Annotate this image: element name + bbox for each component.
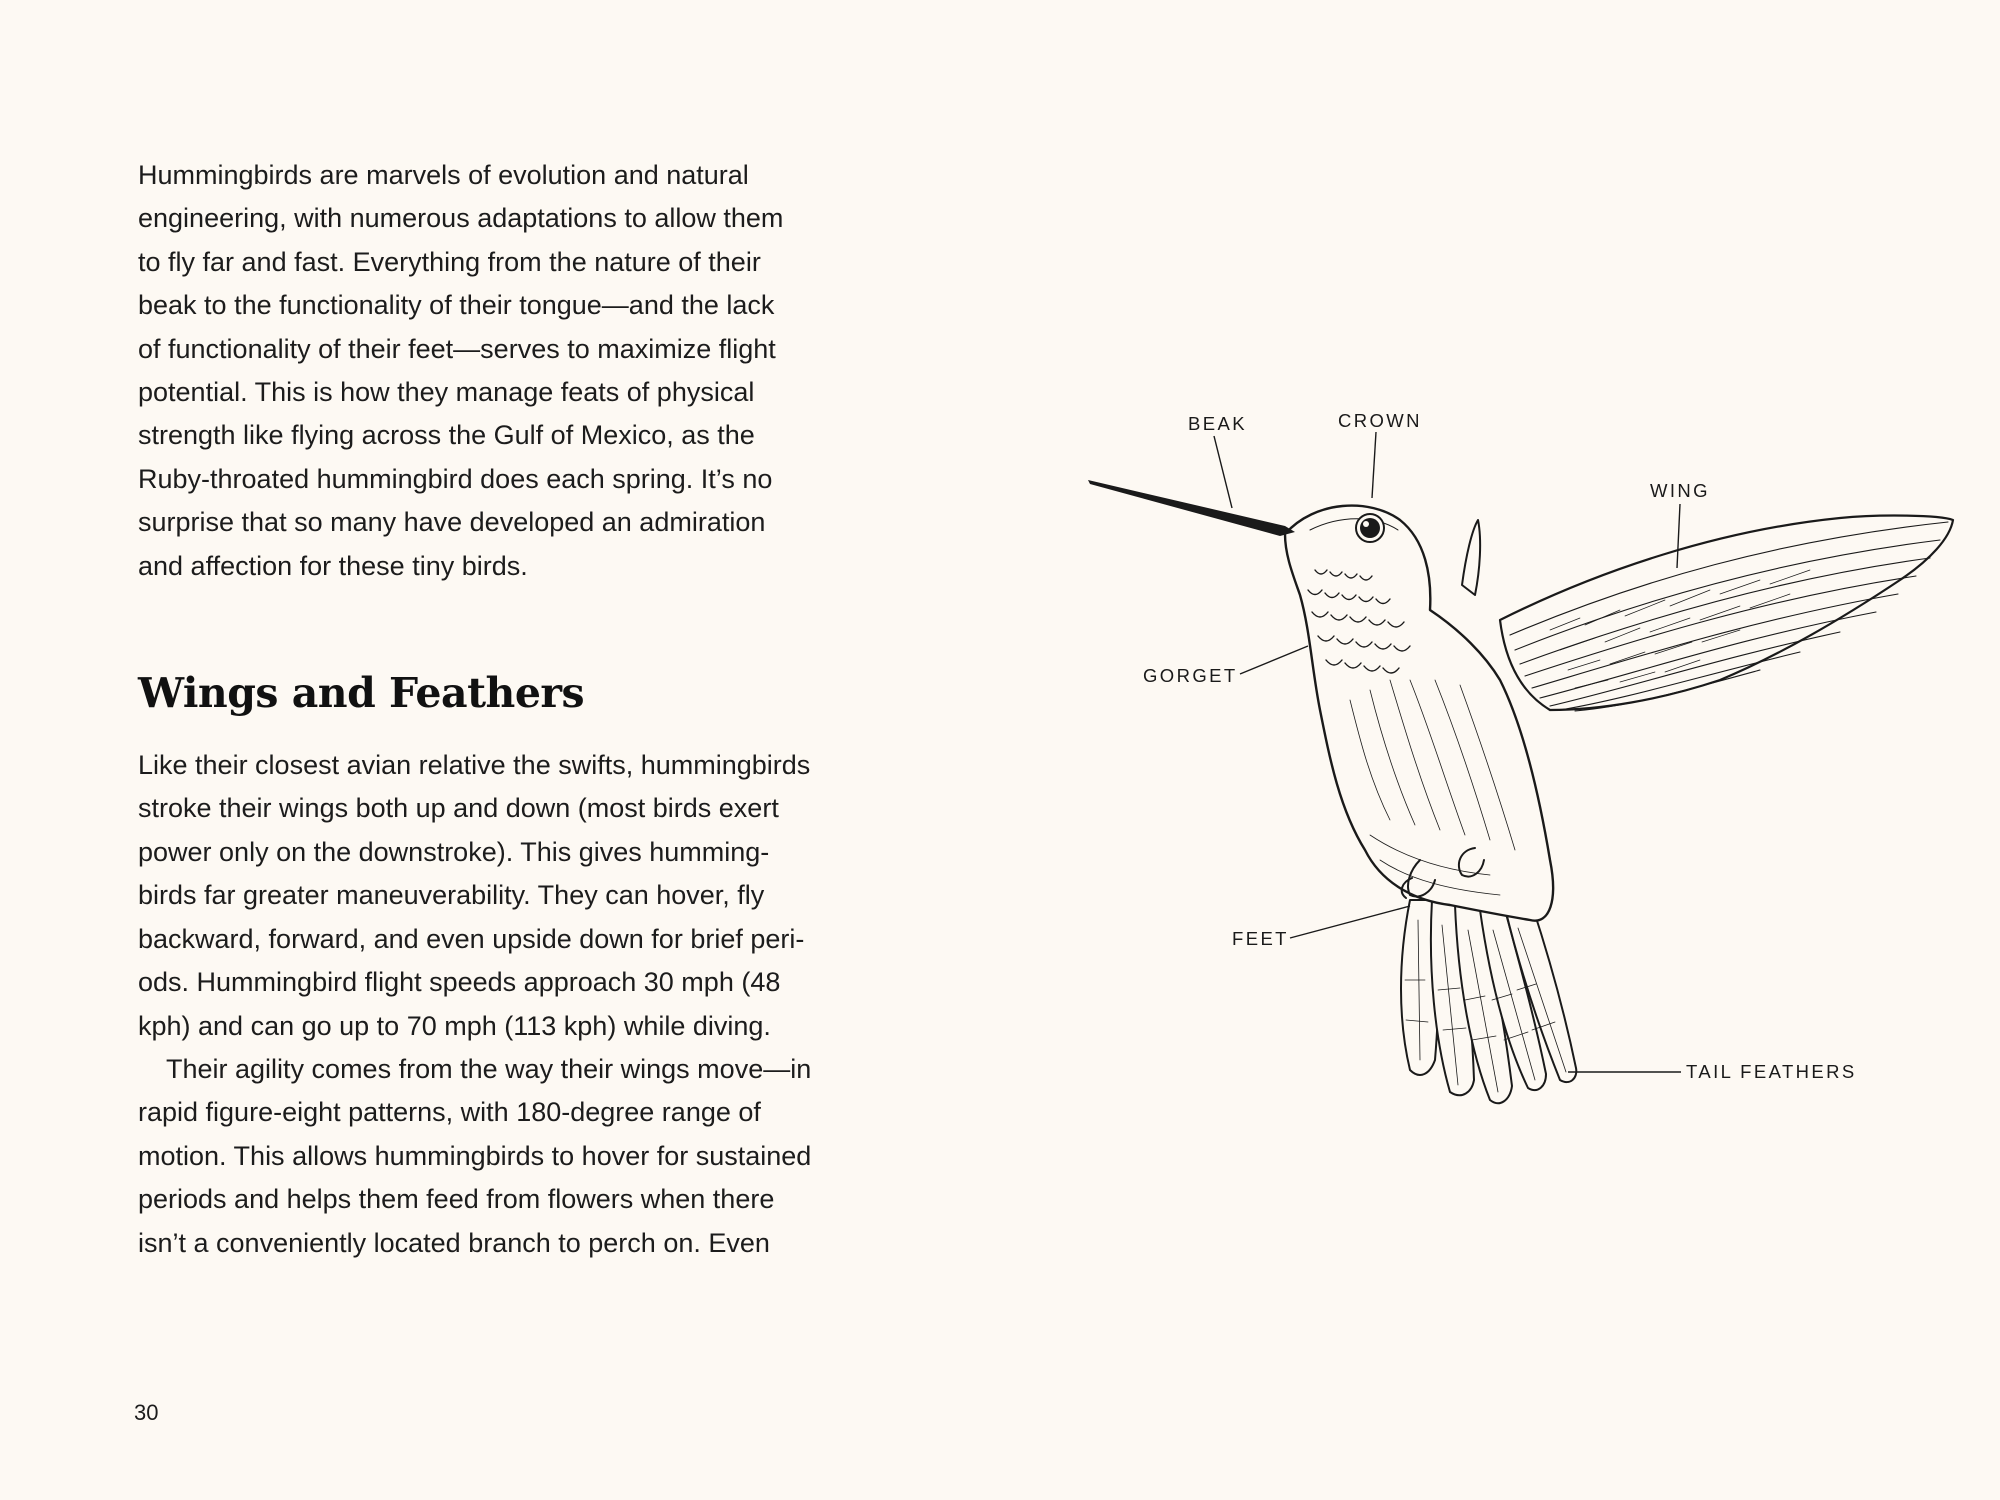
beak-drawing xyxy=(1088,480,1295,536)
hummingbird-anatomy-figure xyxy=(1080,380,1980,1180)
text-line: rapid figure-eight patterns, with 180-degree range of xyxy=(138,1097,761,1128)
intro-paragraph xyxy=(138,154,828,588)
text-column xyxy=(138,154,858,1265)
gorget-leader xyxy=(1240,646,1308,674)
text-line: surprise that so many have developed an admiration xyxy=(138,507,766,538)
text-line: periods and helps them feed from flowers when there xyxy=(138,1184,775,1215)
label-feet: FEET xyxy=(1232,928,1289,949)
label-tail-feathers: TAIL FEATHERS xyxy=(1686,1061,1857,1082)
label-beak: BEAK xyxy=(1188,413,1247,434)
text-line: beak to the functionality of their tongue—and the lack xyxy=(138,290,775,321)
crown-leader xyxy=(1372,432,1376,498)
text-line: Ruby-throated hummingbird does each spring. It’s no xyxy=(138,463,773,494)
feet-leader xyxy=(1290,906,1410,938)
far-wing-tip xyxy=(1462,520,1480,595)
text-line: to fly far and fast. Everything from the nature of their xyxy=(138,246,761,277)
text-line: engineering, with numerous adaptations to allow them xyxy=(138,203,784,234)
section-heading: Wings and Feathers xyxy=(138,669,585,718)
text-line: of functionality of their feet—serves to maximize flight xyxy=(138,333,776,364)
body-drawing xyxy=(1285,506,1553,921)
text-line: Hummingbirds are marvels of evolution and natural xyxy=(138,160,749,190)
text-line: Like their closest avian relative the swifts, hummingbirds xyxy=(138,750,811,781)
beak-leader xyxy=(1214,436,1232,508)
body-paragraph xyxy=(138,744,838,1048)
label-wing: WING xyxy=(1650,480,1710,501)
text-line: birds far greater maneuverability. They can hover, fly xyxy=(138,880,765,911)
text-line: stroke their wings both up and down (most birds exert xyxy=(138,793,779,824)
label-gorget: GORGET xyxy=(1143,665,1238,686)
hummingbird-illustration xyxy=(1080,380,1980,1180)
text-line: potential. This is how they manage feats of physical xyxy=(138,377,755,408)
text-line: Their agility comes from the way their wings move—in xyxy=(166,1053,812,1084)
body-paragraph xyxy=(138,1048,838,1265)
text-line: strength like flying across the Gulf of Mexico, as the xyxy=(138,420,755,451)
eye-drawing xyxy=(1356,514,1384,542)
text-line: kph) and can go up to 70 mph (113 kph) while diving. xyxy=(138,1010,771,1041)
wing-drawing xyxy=(1500,516,1953,711)
tail-drawing xyxy=(1401,900,1576,1103)
page-number: 30 xyxy=(134,1400,159,1425)
text-line: and affection for these tiny birds. xyxy=(138,550,528,581)
label-crown: CROWN xyxy=(1338,410,1422,431)
text-line: backward, forward, and even upside down for brief peri- xyxy=(138,923,805,954)
text-line: isn’t a conveniently located branch to perch on. Even xyxy=(138,1227,770,1258)
wing-leader xyxy=(1677,504,1680,568)
text-line: motion. This allows hummingbirds to hover for sustained xyxy=(138,1140,812,1171)
text-line: power only on the downstroke). This gives humming- xyxy=(138,836,770,867)
text-line: ods. Hummingbird flight speeds approach 30 mph (48 xyxy=(138,967,781,998)
